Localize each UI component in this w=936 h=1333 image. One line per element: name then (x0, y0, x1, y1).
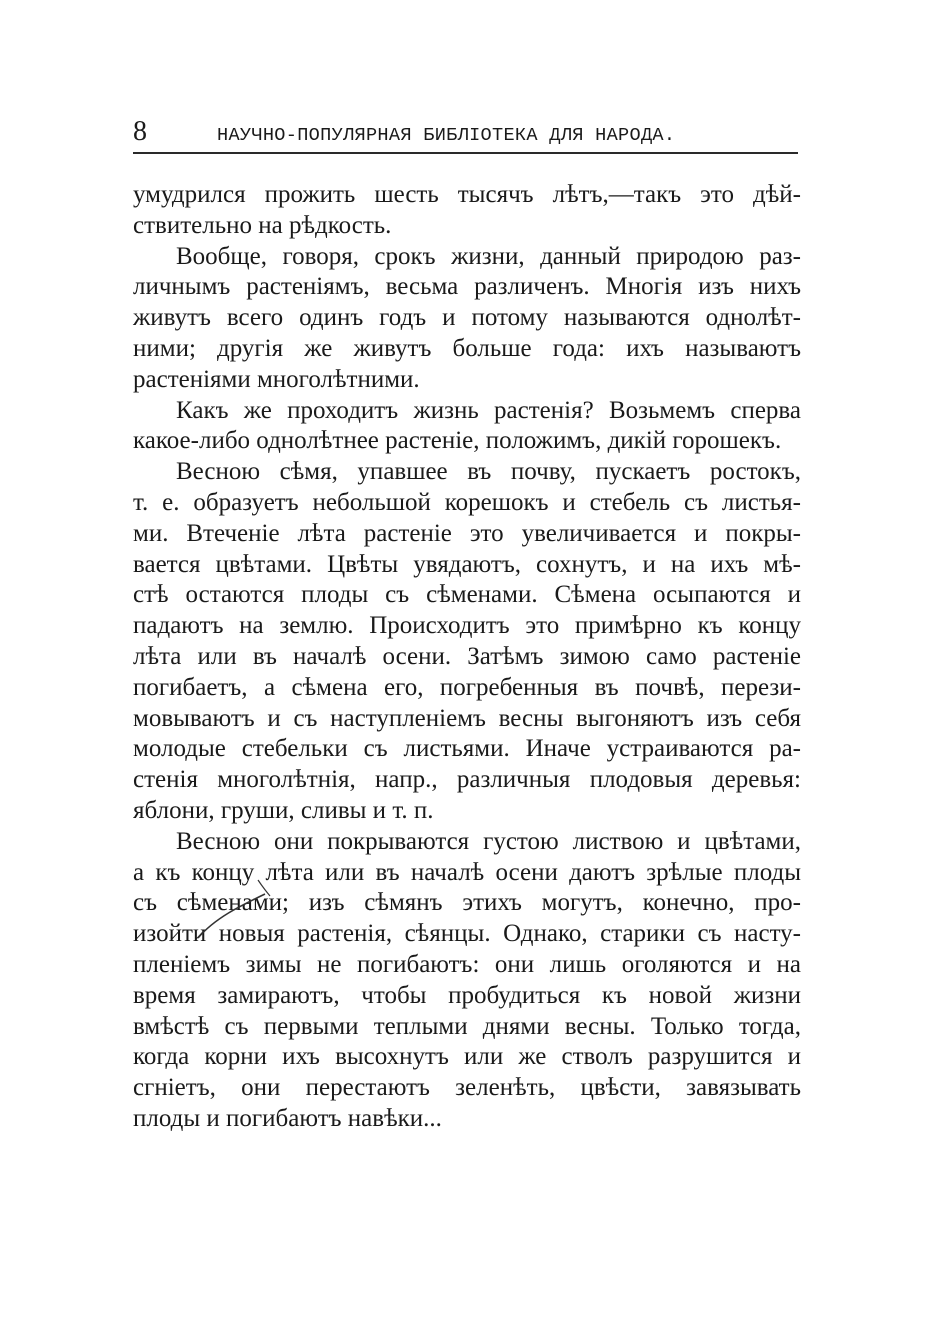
page-number: 8 (133, 116, 147, 147)
text-line: вмѣстѣ съ первыми теплыми днями весны. Только тогда, (133, 1012, 801, 1040)
text-line: молодые стебельки съ листьями. Иначе устраиваются ра- (133, 735, 801, 763)
text-line: растенiями многолѣтними. (133, 365, 420, 393)
text-line: умудрился прожить шесть тысячъ лѣтъ,—такъ это дѣй- (133, 181, 801, 208)
body-text (133, 180, 801, 1135)
text-line: лѣта или въ началѣ осени. Затѣмъ зимою само растенiе (133, 642, 801, 670)
text-line: вается цвѣтами. Цвѣты увядаютъ, сохнутъ, и на ихъ мѣ- (133, 550, 801, 578)
text-line: стѣ остаются плоды съ сѣменами. Сѣмена осыпаются и (133, 581, 801, 609)
text-line: падаютъ на землю. Происходитъ это примѣрно къ концу (133, 612, 801, 640)
text-line: время замираютъ, чтобы пробудиться къ новой жизни (133, 981, 801, 1009)
text-line: ствительно на рѣдкость. (133, 211, 392, 239)
page-header (133, 116, 798, 154)
text-line: ми. Втеченiе лѣта растенiе это увеличивается и покры- (133, 519, 801, 547)
text-line: Вообще, говоря, срокъ жизни, данный природою раз- (176, 242, 801, 270)
text-line: яблони, груши, сливы и т. п. (133, 796, 434, 824)
text-line: пленiемъ зимы не погибаютъ: они лишь оголяются и на (133, 950, 801, 978)
text-line: Весною сѣмя, упавшее въ почву, пускаетъ ростокъ, (176, 458, 801, 486)
text-line: мовываютъ и съ наступленiемъ весны выгоняютъ изъ себя (133, 704, 801, 732)
text-line: сгнiетъ, они перестаютъ зеленѣть, цвѣсти, завязывать (133, 1074, 801, 1102)
paragraph-4 (133, 457, 801, 827)
text-line: какое-либо однолѣтнее растенiе, положимъ, дикiй горошекъ. (133, 427, 782, 455)
paragraph-2 (133, 242, 801, 396)
text-line: съ сѣменами; изъ сѣмянъ этихъ могутъ, конечно, про- (133, 889, 801, 917)
paragraph-3 (133, 396, 801, 458)
paragraph-5 (133, 827, 801, 1135)
text-line: живутъ всего одинъ годъ и потому называются однолѣт- (133, 304, 801, 332)
text-line: Какъ же проходитъ жизнь растенiя? Возьмемъ сперва (176, 396, 801, 424)
text-line: погибаетъ, а сѣмена его, погребенныя въ почвѣ, перези- (133, 673, 801, 701)
running-title: НАУЧНО-ПОПУЛЯРНАЯ БИБЛIОТЕКА ДЛЯ НАРОДА. (217, 125, 676, 146)
text-line: а къ концу лѣта или въ началѣ осени даютъ зрѣлые плоды (133, 858, 801, 886)
text-line: стенiя многолѣтнiя, напр., различныя плодовыя деревья: (133, 766, 801, 794)
text-line: ними; другiя же живутъ больше года: ихъ называютъ (133, 334, 801, 362)
text-line: личнымъ растенiямъ, весьма различенъ. Многiя изъ нихъ (133, 273, 801, 301)
text-line: когда корни ихъ высохнутъ или же стволъ разрушится и (133, 1043, 801, 1071)
text-line: Весною они покрываются густою листвою и цвѣтами, (176, 827, 801, 855)
text-line: плоды и погибаютъ навѣки... (133, 1104, 442, 1132)
paragraph-1 (133, 180, 801, 242)
text-line: изойти новыя растенiя, сѣянцы. Однако, старики съ насту- (133, 920, 801, 948)
text-line: т. е. образуетъ небольшой корешокъ и стебель съ листья- (133, 488, 801, 516)
